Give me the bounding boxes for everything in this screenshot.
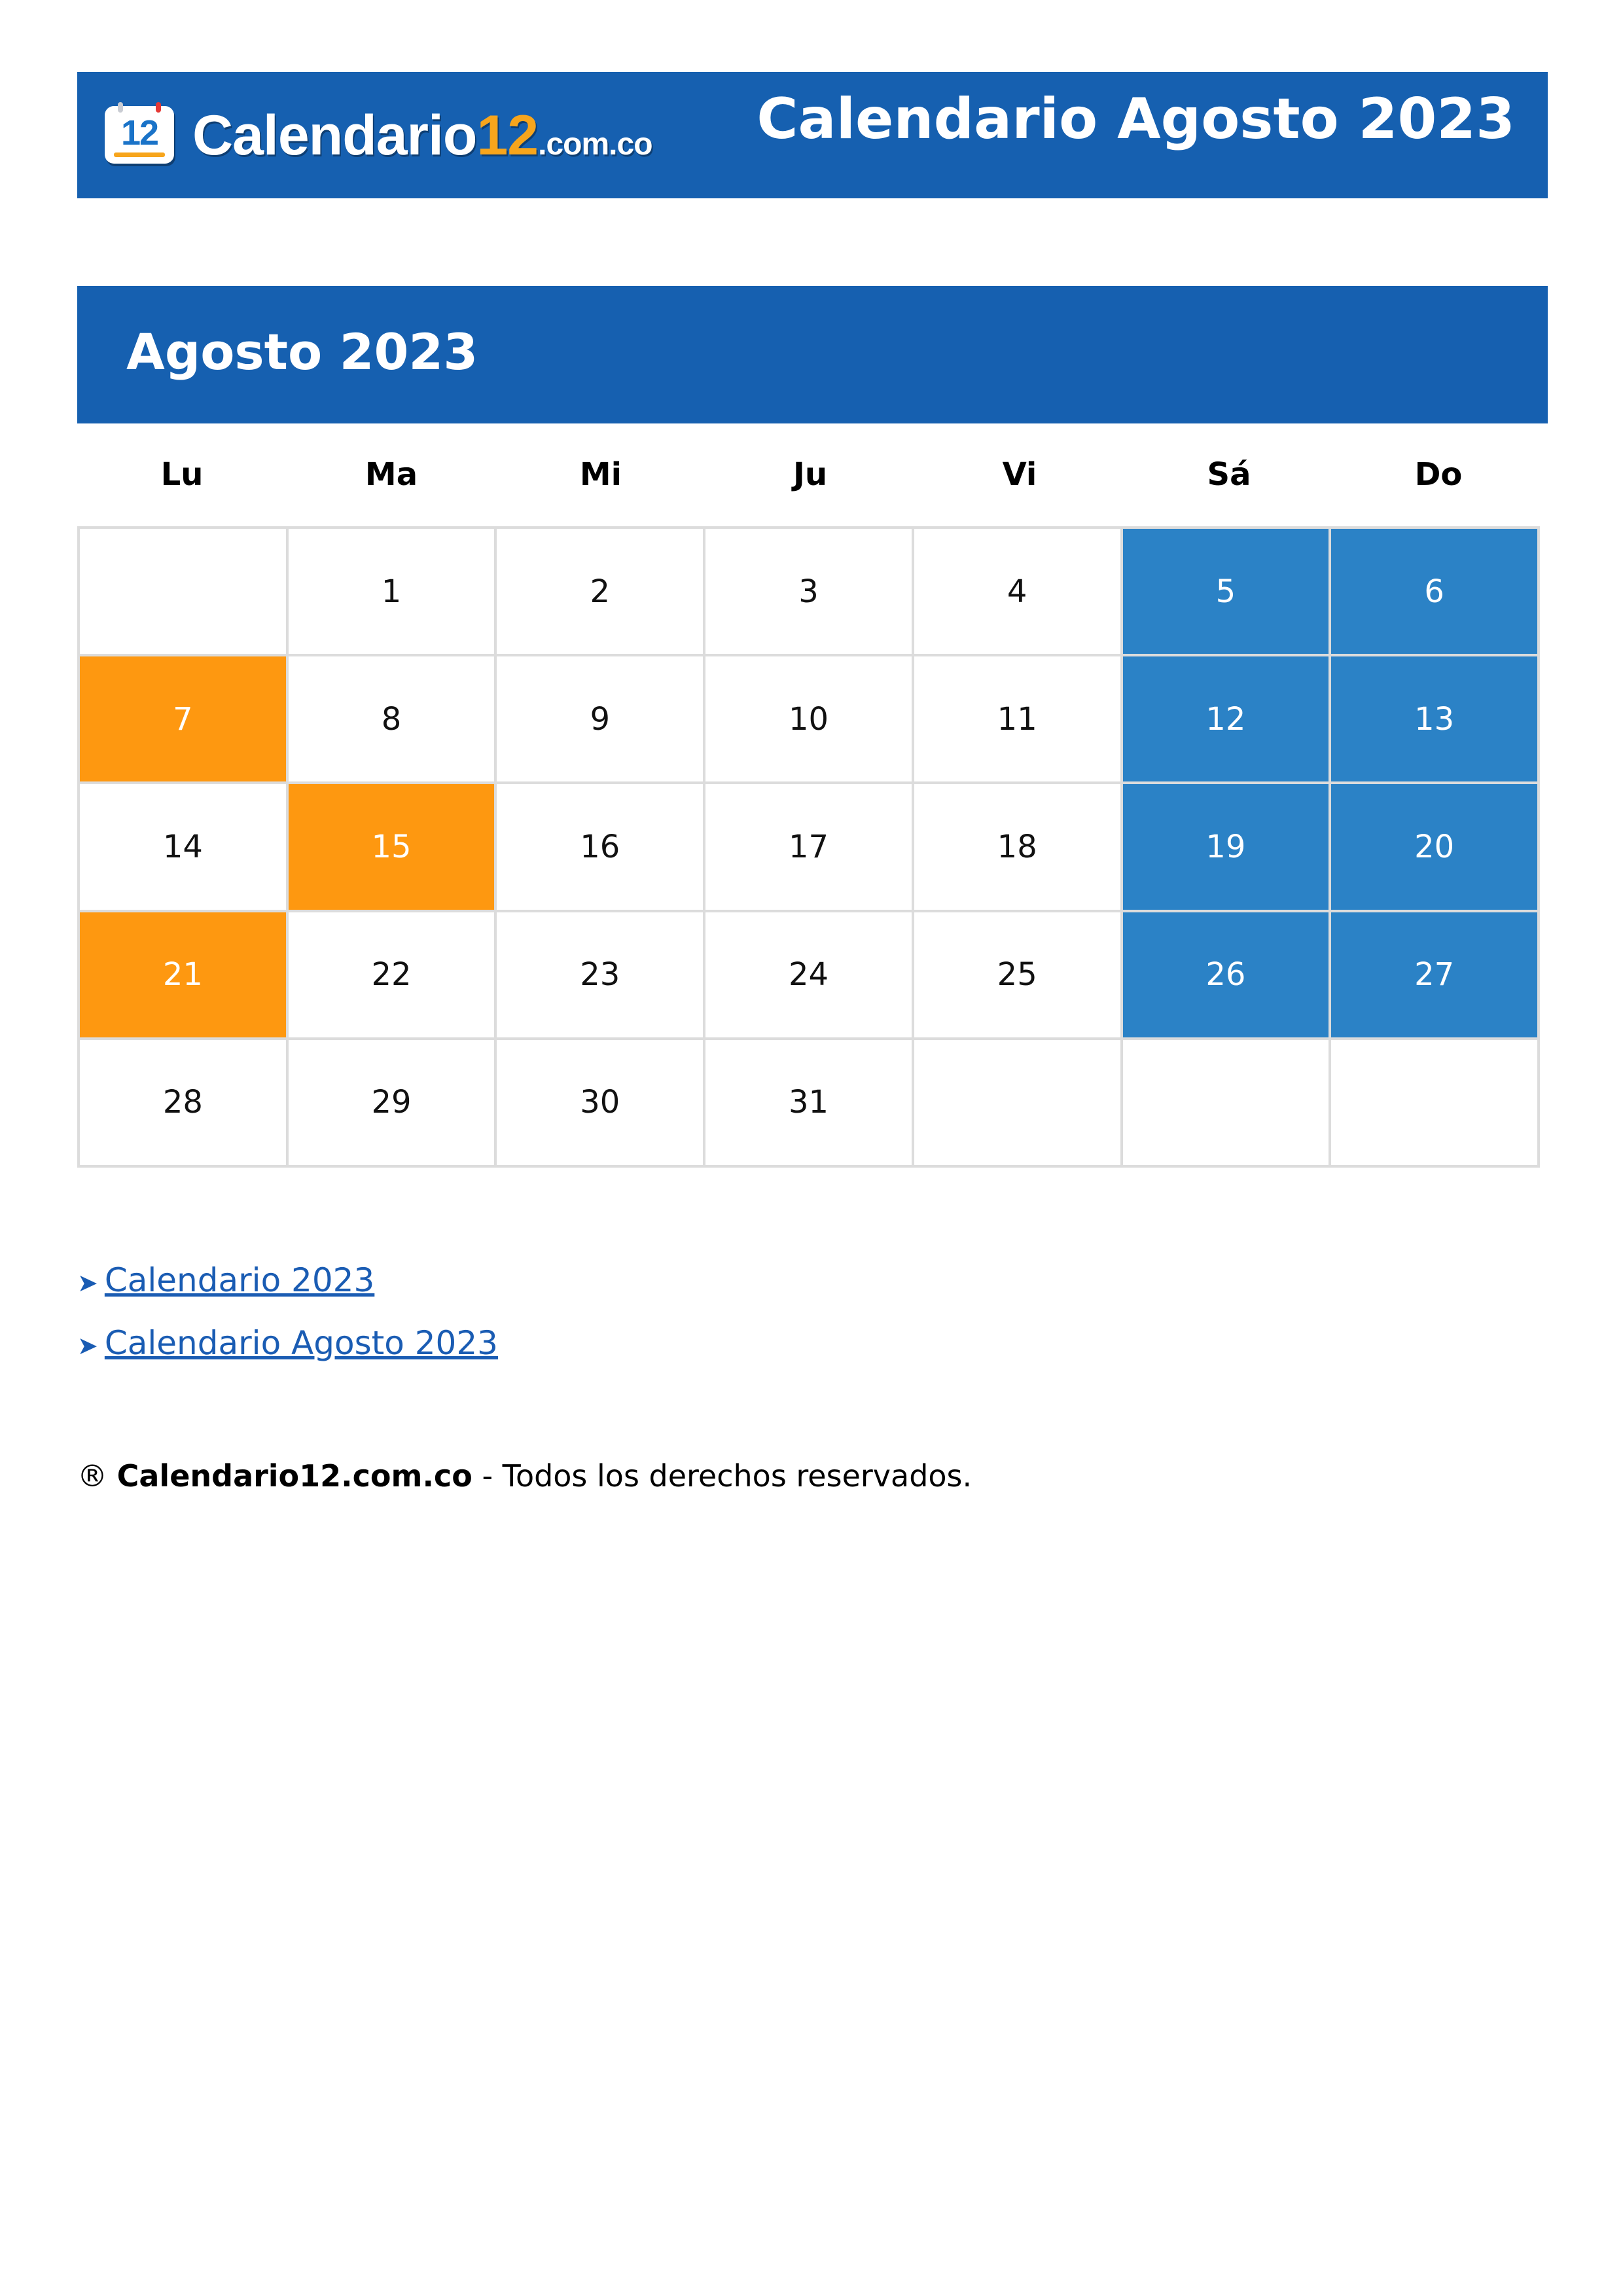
logo-icon-number: 12 — [120, 113, 158, 152]
day-cell: 29 — [289, 1040, 497, 1168]
related-links — [77, 1250, 498, 1376]
weekend-day-cell: 19 — [1123, 784, 1332, 912]
month-banner — [77, 286, 1548, 423]
day-cell — [1123, 1040, 1332, 1168]
weekday-label: Do — [1414, 456, 1463, 493]
link-item — [77, 1313, 498, 1376]
weekend-day-cell: 12 — [1123, 656, 1332, 784]
header-bar — [77, 72, 1548, 198]
registered-symbol: ® — [77, 1458, 107, 1494]
weekend-day-cell: 26 — [1123, 912, 1332, 1040]
holiday-day-cell: 15 — [289, 784, 497, 912]
day-cell: 30 — [497, 1040, 705, 1168]
weekday-header-row — [77, 452, 1543, 497]
day-cell: 18 — [914, 784, 1123, 912]
link-item — [77, 1250, 498, 1313]
page-title: Calendario Agosto 2023 — [757, 86, 1515, 152]
site-logo[interactable] — [192, 103, 652, 168]
link-calendario-agosto-2023[interactable]: Calendario Agosto 2023 — [104, 1324, 498, 1362]
weekend-day-cell: 5 — [1123, 529, 1332, 656]
weekend-day-cell: 27 — [1331, 912, 1540, 1040]
day-cell: 28 — [80, 1040, 289, 1168]
weekend-day-cell: 6 — [1331, 529, 1540, 656]
day-cell: 16 — [497, 784, 705, 912]
day-cell: 24 — [705, 912, 914, 1040]
footer-text: - Todos los derechos reservados. — [482, 1458, 972, 1494]
day-cell: 25 — [914, 912, 1123, 1040]
weekday-label: Ju — [793, 456, 828, 493]
day-cell: 3 — [705, 529, 914, 656]
weekday-label: Ma — [365, 456, 418, 493]
day-cell: 31 — [705, 1040, 914, 1168]
day-cell — [80, 529, 289, 656]
day-cell: 8 — [289, 656, 497, 784]
day-cell — [1331, 1040, 1540, 1168]
day-cell: 4 — [914, 529, 1123, 656]
arrow-bullet-icon: ➤ — [77, 1268, 98, 1297]
footer-brand: Calendario12.com.co — [116, 1458, 473, 1494]
day-cell: 10 — [705, 656, 914, 784]
day-cell: 9 — [497, 656, 705, 784]
holiday-day-cell: 21 — [80, 912, 289, 1040]
month-title: Agosto 2023 — [126, 323, 478, 381]
weekday-label: Lu — [160, 456, 204, 493]
day-cell: 22 — [289, 912, 497, 1040]
day-cell: 2 — [497, 529, 705, 656]
arrow-bullet-icon: ➤ — [77, 1331, 98, 1360]
weekday-label: Sá — [1207, 456, 1251, 493]
weekend-day-cell: 20 — [1331, 784, 1540, 912]
weekend-day-cell: 13 — [1331, 656, 1540, 784]
calendar-ring-icon — [156, 102, 161, 113]
calendar-ring-icon — [118, 102, 123, 113]
day-cell: 17 — [705, 784, 914, 912]
logo-text-main: Calendario — [192, 104, 477, 167]
calendar-logo-icon — [105, 106, 174, 164]
day-cell: 23 — [497, 912, 705, 1040]
logo-text-number: 12 — [476, 104, 539, 167]
link-calendario-2023[interactable]: Calendario 2023 — [104, 1261, 375, 1299]
day-cell: 14 — [80, 784, 289, 912]
calendar-grid — [77, 526, 1540, 1168]
day-cell — [914, 1040, 1123, 1168]
day-cell: 11 — [914, 656, 1123, 784]
weekday-label: Mi — [579, 456, 622, 493]
weekday-label: Vi — [1002, 456, 1037, 493]
footer — [77, 1458, 972, 1494]
holiday-day-cell: 7 — [80, 656, 289, 784]
day-cell: 1 — [289, 529, 497, 656]
logo-icon-bar — [114, 152, 165, 157]
logo-text-tld: .com.co — [538, 127, 652, 162]
